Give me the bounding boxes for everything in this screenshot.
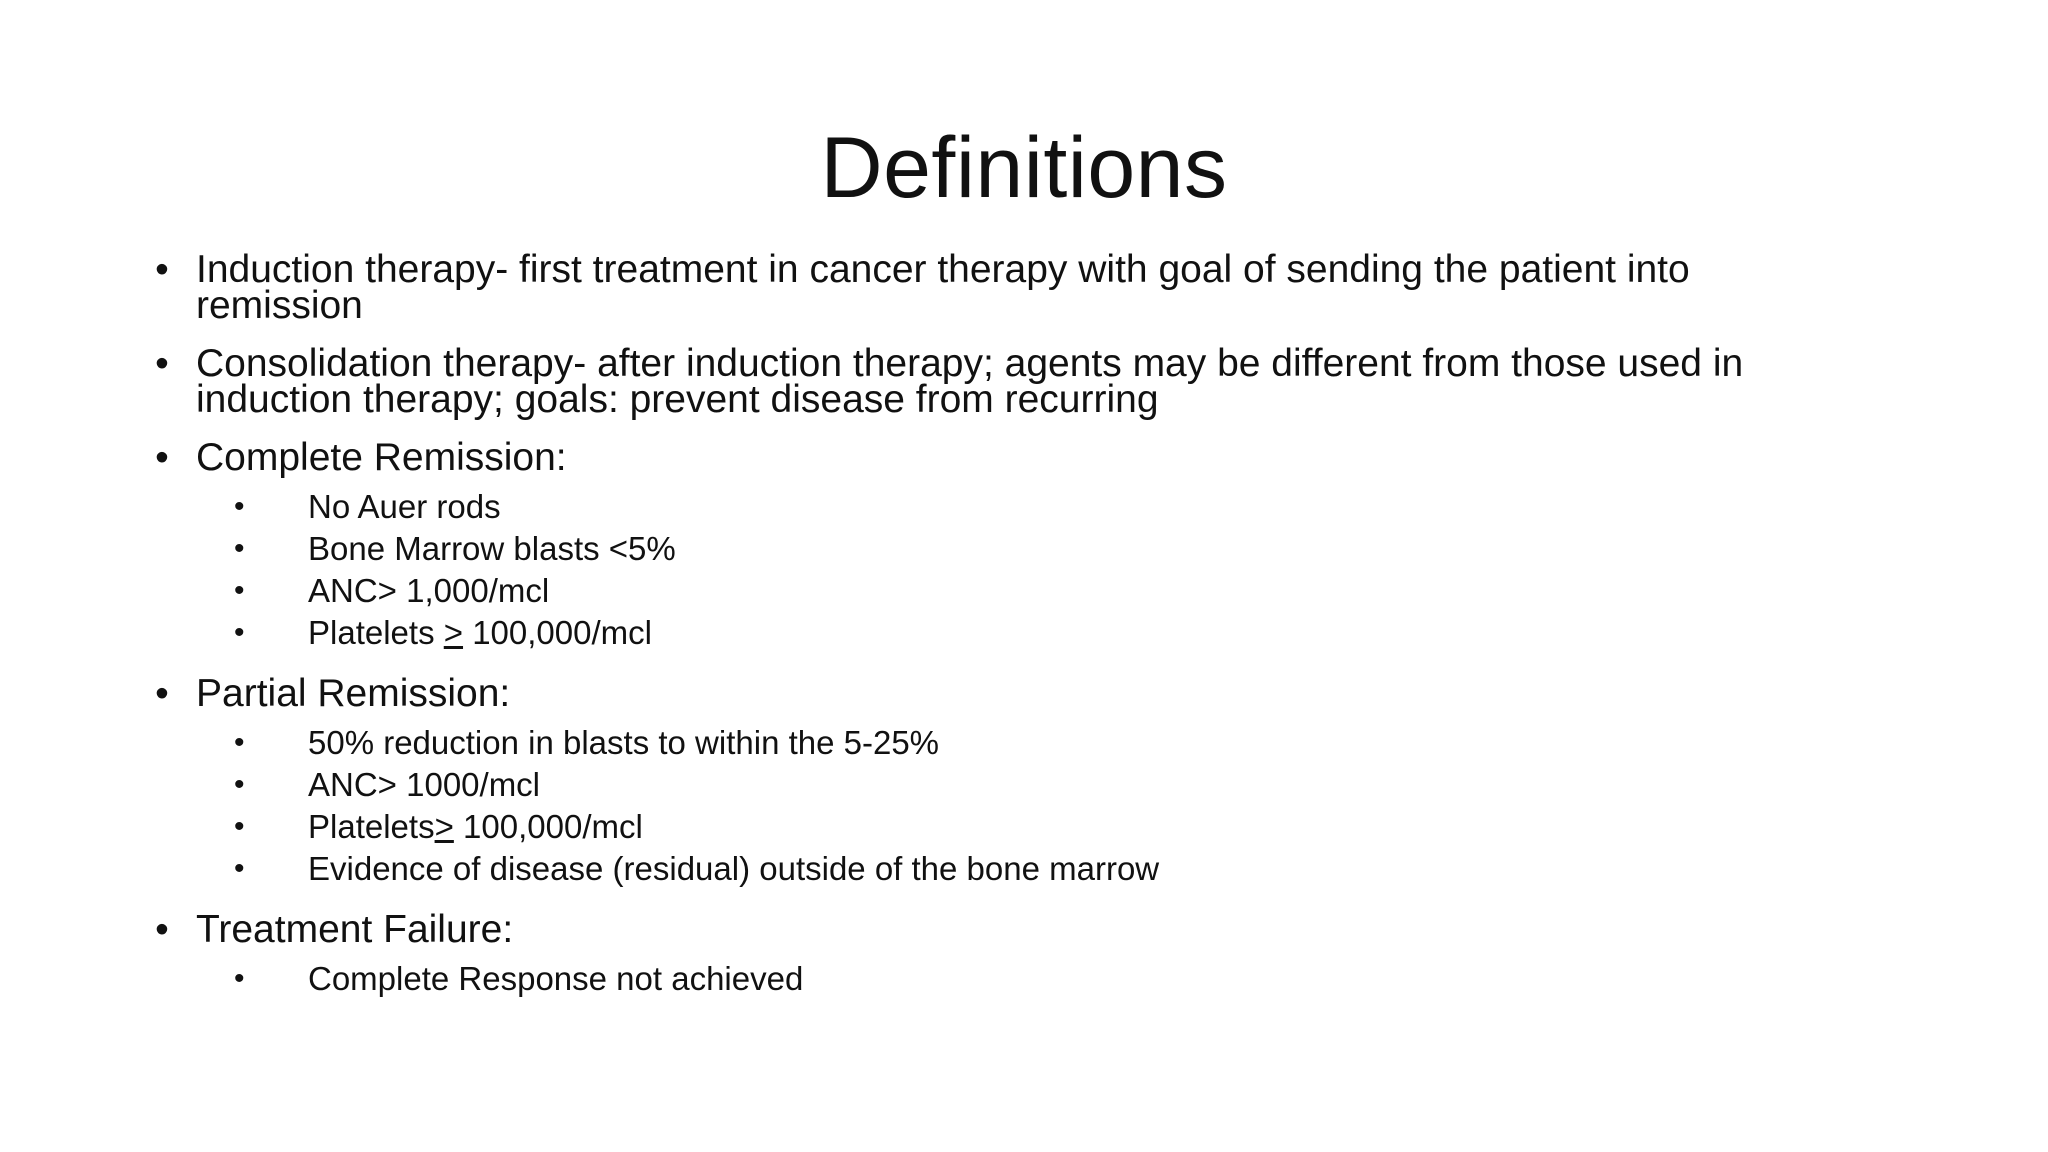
sub-bullet-icon: • bbox=[234, 490, 245, 523]
bullet-text: Partial Remission: bbox=[196, 672, 511, 715]
sub-bullet-text: Complete Response not achieved bbox=[308, 960, 804, 997]
slide-body bbox=[152, 248, 1852, 1022]
sub-bullet-icon: • bbox=[234, 726, 245, 759]
sub-bullet-list bbox=[196, 958, 1852, 1000]
bullet-icon: • bbox=[155, 248, 169, 291]
bullet-icon: • bbox=[155, 342, 169, 385]
sub-bullet bbox=[152, 528, 1852, 570]
sub-bullet bbox=[152, 486, 1852, 528]
platelets-prefix: Platelets bbox=[308, 614, 444, 651]
bullet-consolidation-therapy bbox=[152, 342, 1852, 421]
bullet-text: Complete Remission: bbox=[196, 436, 567, 479]
sub-bullet-icon: • bbox=[234, 962, 245, 995]
sub-bullet-icon: • bbox=[234, 768, 245, 801]
platelets-suffix: 100,000/mcl bbox=[463, 614, 652, 651]
sub-bullet-text bbox=[229, 612, 1852, 654]
bullet-treatment-failure bbox=[152, 908, 1852, 1000]
bullet-induction-therapy bbox=[152, 248, 1852, 327]
sub-bullet-icon: • bbox=[234, 574, 245, 607]
sub-bullet-icon: • bbox=[234, 852, 245, 885]
sub-bullet bbox=[152, 848, 1852, 890]
bullet-text: Induction therapy- first treatment in cancer therapy with goal of sending the patient into remission bbox=[196, 248, 1690, 327]
bullet-partial-remission bbox=[152, 672, 1852, 890]
platelets-suffix: 100,000/mcl bbox=[453, 808, 643, 845]
sub-bullet-list bbox=[196, 722, 1852, 890]
bullet-text: Treatment Failure: bbox=[196, 908, 514, 951]
sub-bullet-text: Bone Marrow blasts <5% bbox=[308, 530, 676, 567]
greater-equal-symbol: > bbox=[434, 808, 454, 845]
sub-bullet bbox=[152, 570, 1852, 612]
sub-bullet-text: ANC> 1,000/mcl bbox=[308, 572, 550, 609]
sub-bullet-text: No Auer rods bbox=[308, 488, 501, 525]
sub-bullet bbox=[152, 722, 1852, 764]
sub-bullet bbox=[152, 612, 1852, 654]
sub-bullet-text: ANC> 1000/mcl bbox=[308, 766, 541, 803]
bullet-icon: • bbox=[155, 672, 169, 715]
sub-bullet-list bbox=[196, 486, 1852, 654]
slide-title: Definitions bbox=[820, 120, 1228, 216]
bullet-icon: • bbox=[155, 908, 169, 951]
bullet-text: Consolidation therapy- after induction therapy; agents may be different from those used in induction therapy; goals: prevent disease from recurring bbox=[196, 342, 1744, 421]
sub-bullet-text bbox=[229, 806, 1852, 848]
sub-bullet-icon: • bbox=[234, 532, 245, 565]
sub-bullet-text: Evidence of disease (residual) outside of the bone marrow bbox=[308, 850, 1160, 887]
sub-bullet-icon: • bbox=[234, 810, 245, 843]
sub-bullet bbox=[152, 806, 1852, 848]
sub-bullet-icon: • bbox=[234, 616, 245, 649]
bullet-list bbox=[152, 248, 1852, 1000]
bullet-complete-remission bbox=[152, 436, 1852, 654]
sub-bullet bbox=[152, 958, 1852, 1000]
sub-bullet-text: 50% reduction in blasts to within the 5-25% bbox=[308, 724, 940, 761]
greater-equal-symbol: > bbox=[443, 614, 464, 651]
sub-bullet bbox=[152, 764, 1852, 806]
bullet-icon: • bbox=[155, 436, 169, 479]
platelets-prefix: Platelets bbox=[308, 808, 435, 845]
